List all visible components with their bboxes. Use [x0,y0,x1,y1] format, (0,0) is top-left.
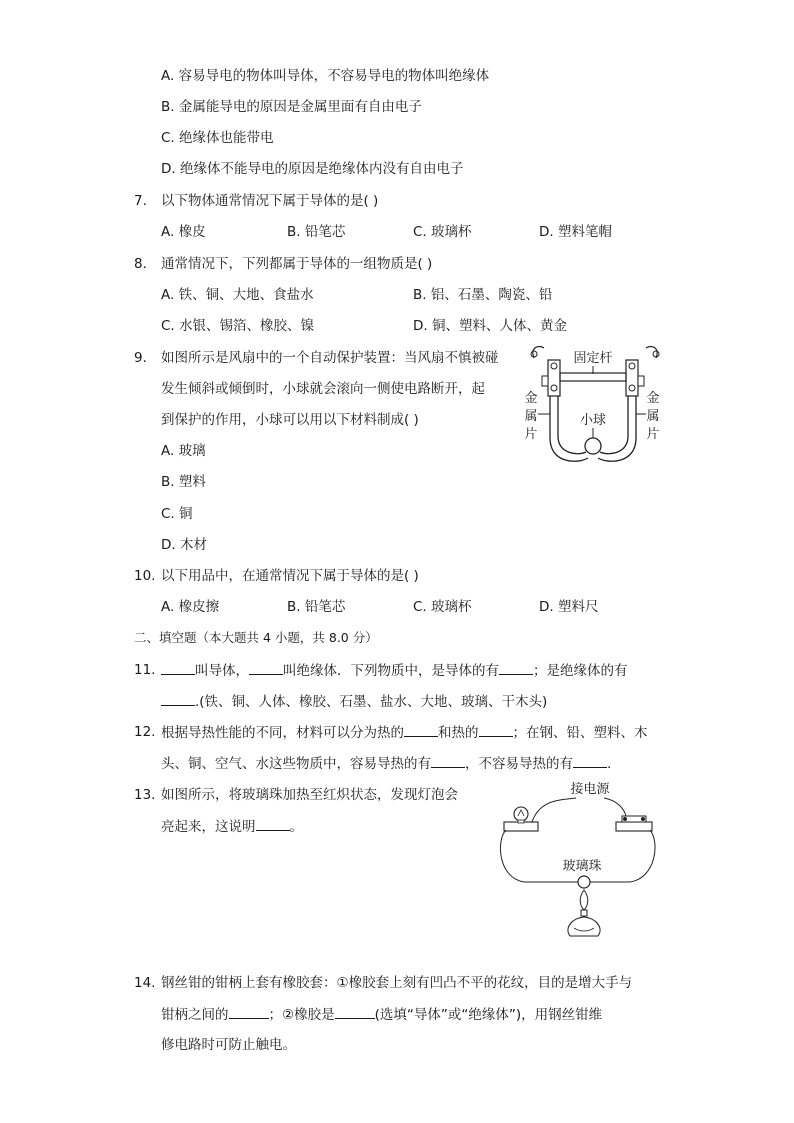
q13-figure-glass-bead-circuit [494,778,664,938]
q11-text-2: 叫绝缘体．下列物质中，是导体的有 [283,663,499,679]
right-metal-label-2: 属 [646,409,660,424]
q9-option-c: C. 铜 [161,506,193,522]
q8-number: 8. [134,256,147,272]
q7-option-c: C. 玻璃杯 [413,224,472,240]
ball-label: 小球 [579,413,607,428]
q14-line3: 修电路时可防止触电。 [161,1037,296,1053]
q6-option-d: D. 绝缘体不能导电的原因是绝缘体内没有自由电子 [161,161,464,177]
q9-option-d: D. 木材 [161,537,207,553]
q9-stem-line1: 如图所示是风扇中的一个自动保护装置：当风扇不慎被碰 [161,350,499,366]
q14-line1: 钢丝钳的钳柄上套有橡胶套：①橡胶套上刻有凹凸不平的花纹，目的是增大手与 [161,975,633,991]
flame-icon [580,890,588,910]
q13-text-2: 。 [289,819,303,835]
q9-option-b: B. 塑料 [161,474,206,490]
q7-number: 7. [134,193,147,209]
q13-line2 [161,816,303,837]
q11-line1 [161,660,628,681]
q12-line1 [161,722,648,743]
q11-text-3: ；是绝缘体的有 [533,663,628,679]
q14-text-3: (选填“导体”或“绝缘体”)，用钢丝钳维 [374,1007,603,1023]
q10-option-b: B. 铅笔芯 [287,599,346,615]
alcohol-lamp-icon [568,917,600,936]
right-metal-label-3: 片 [646,427,660,442]
q8-stem: 通常情况下，下列都属于导体的一组物质是( ) [161,256,433,272]
q12-number: 12. [134,724,156,740]
q9-option-a: A. 玻璃 [161,443,206,459]
q11-blank-1[interactable] [161,660,195,675]
power-label: 接电源 [570,782,610,797]
q13-text-1: 亮起来，这说明 [161,819,256,835]
q9-figure-protection-device [520,340,670,472]
q7-option-b: B. 铅笔芯 [287,224,346,240]
q8-option-d: D. 铜、塑料、人体、黄金 [413,318,567,334]
left-metal-label-1: 金 [524,391,538,406]
left-metal-label-3: 片 [524,427,538,442]
q10-option-d: D. 塑料尺 [539,599,599,615]
q11-number: 11. [134,662,156,678]
q14-blank-1[interactable] [229,1004,269,1019]
q10-option-c: C. 玻璃杯 [413,599,472,615]
q10-number: 10. [134,568,156,584]
q6-option-b: B. 金属能导电的原因是金属里面有自由电子 [161,99,422,115]
q11-text-4: .(铁、铜、人体、橡胶、石墨、盐水、大地、玻璃、干木头) [195,694,548,710]
q12-blank-2[interactable] [479,722,513,737]
q12-blank-3[interactable] [431,753,465,768]
q13-line1: 如图所示，将玻璃珠加热至红炽状态，发现灯泡会 [161,787,458,803]
q13-number: 13. [134,787,156,803]
switch-base [616,822,652,831]
q12-text-2: 和热的 [438,725,479,741]
q8-option-c: C. 水银、锡箔、橡胶、镍 [161,318,315,334]
q14-number: 14. [134,975,156,991]
q12-line2 [161,753,611,774]
q8-option-b: B. 铝、石墨、陶瓷、铅 [413,287,553,303]
fixed-rod-label: 固定杆 [573,351,613,366]
q12-blank-1[interactable] [404,722,438,737]
q14-line2 [161,1004,602,1025]
q9-stem-line2: 发生倾斜或倾倒时，小球就会滚向一侧使电路断开，起 [161,381,485,397]
q11-text-1: 叫导体， [195,663,249,679]
right-metal-label-1: 金 [646,391,660,406]
q13-blank-1[interactable] [256,816,290,831]
q12-blank-4[interactable] [573,753,607,768]
q12-text-4: 头、铜、空气、水这些物质中，容易导热的有 [161,756,431,772]
q10-option-a: A. 橡皮擦 [161,599,220,615]
q6-option-c: C. 绝缘体也能带电 [161,130,274,146]
q14-text-2: ；②橡胶是 [268,1007,335,1023]
q11-blank-4[interactable] [161,691,195,706]
q14-blank-2[interactable] [335,1004,375,1019]
glass-bead [578,876,590,888]
q6-option-a: A. 容易导电的物体叫导体，不容易导电的物体叫绝缘体 [161,68,490,84]
q10-stem: 以下用品中，在通常情况下属于导体的是( ) [161,568,419,584]
q12-text-3: ；在钢、铅、塑料、木 [512,725,648,741]
glass-bead-label: 玻璃珠 [562,859,602,874]
q14-text-1: 钳柄之间的 [161,1007,229,1023]
q11-blank-2[interactable] [249,660,283,675]
q11-blank-3[interactable] [499,660,533,675]
q11-line2 [161,691,547,712]
q9-number: 9. [134,350,147,366]
q12-text-1: 根据导热性能的不同，材料可以分为热的 [161,725,404,741]
q12-text-5: ，不容易导热的有 [465,756,573,772]
left-metal-label-2: 属 [524,409,538,424]
q7-option-d: D. 塑料笔帽 [539,224,612,240]
q8-option-a: A. 铁、铜、大地、食盐水 [161,287,314,303]
q9-stem-line3: 到保护的作用，小球可以用以下材料制成( ) [161,412,419,428]
q12-text-6: . [607,756,612,772]
q7-option-a: A. 橡皮 [161,224,206,240]
section-2-header: 二、填空题（本大题共 4 小题，共 8.0 分） [134,630,378,645]
bulb-icon [514,807,528,821]
q7-stem: 以下物体通常情况下属于导体的是( ) [161,193,379,209]
